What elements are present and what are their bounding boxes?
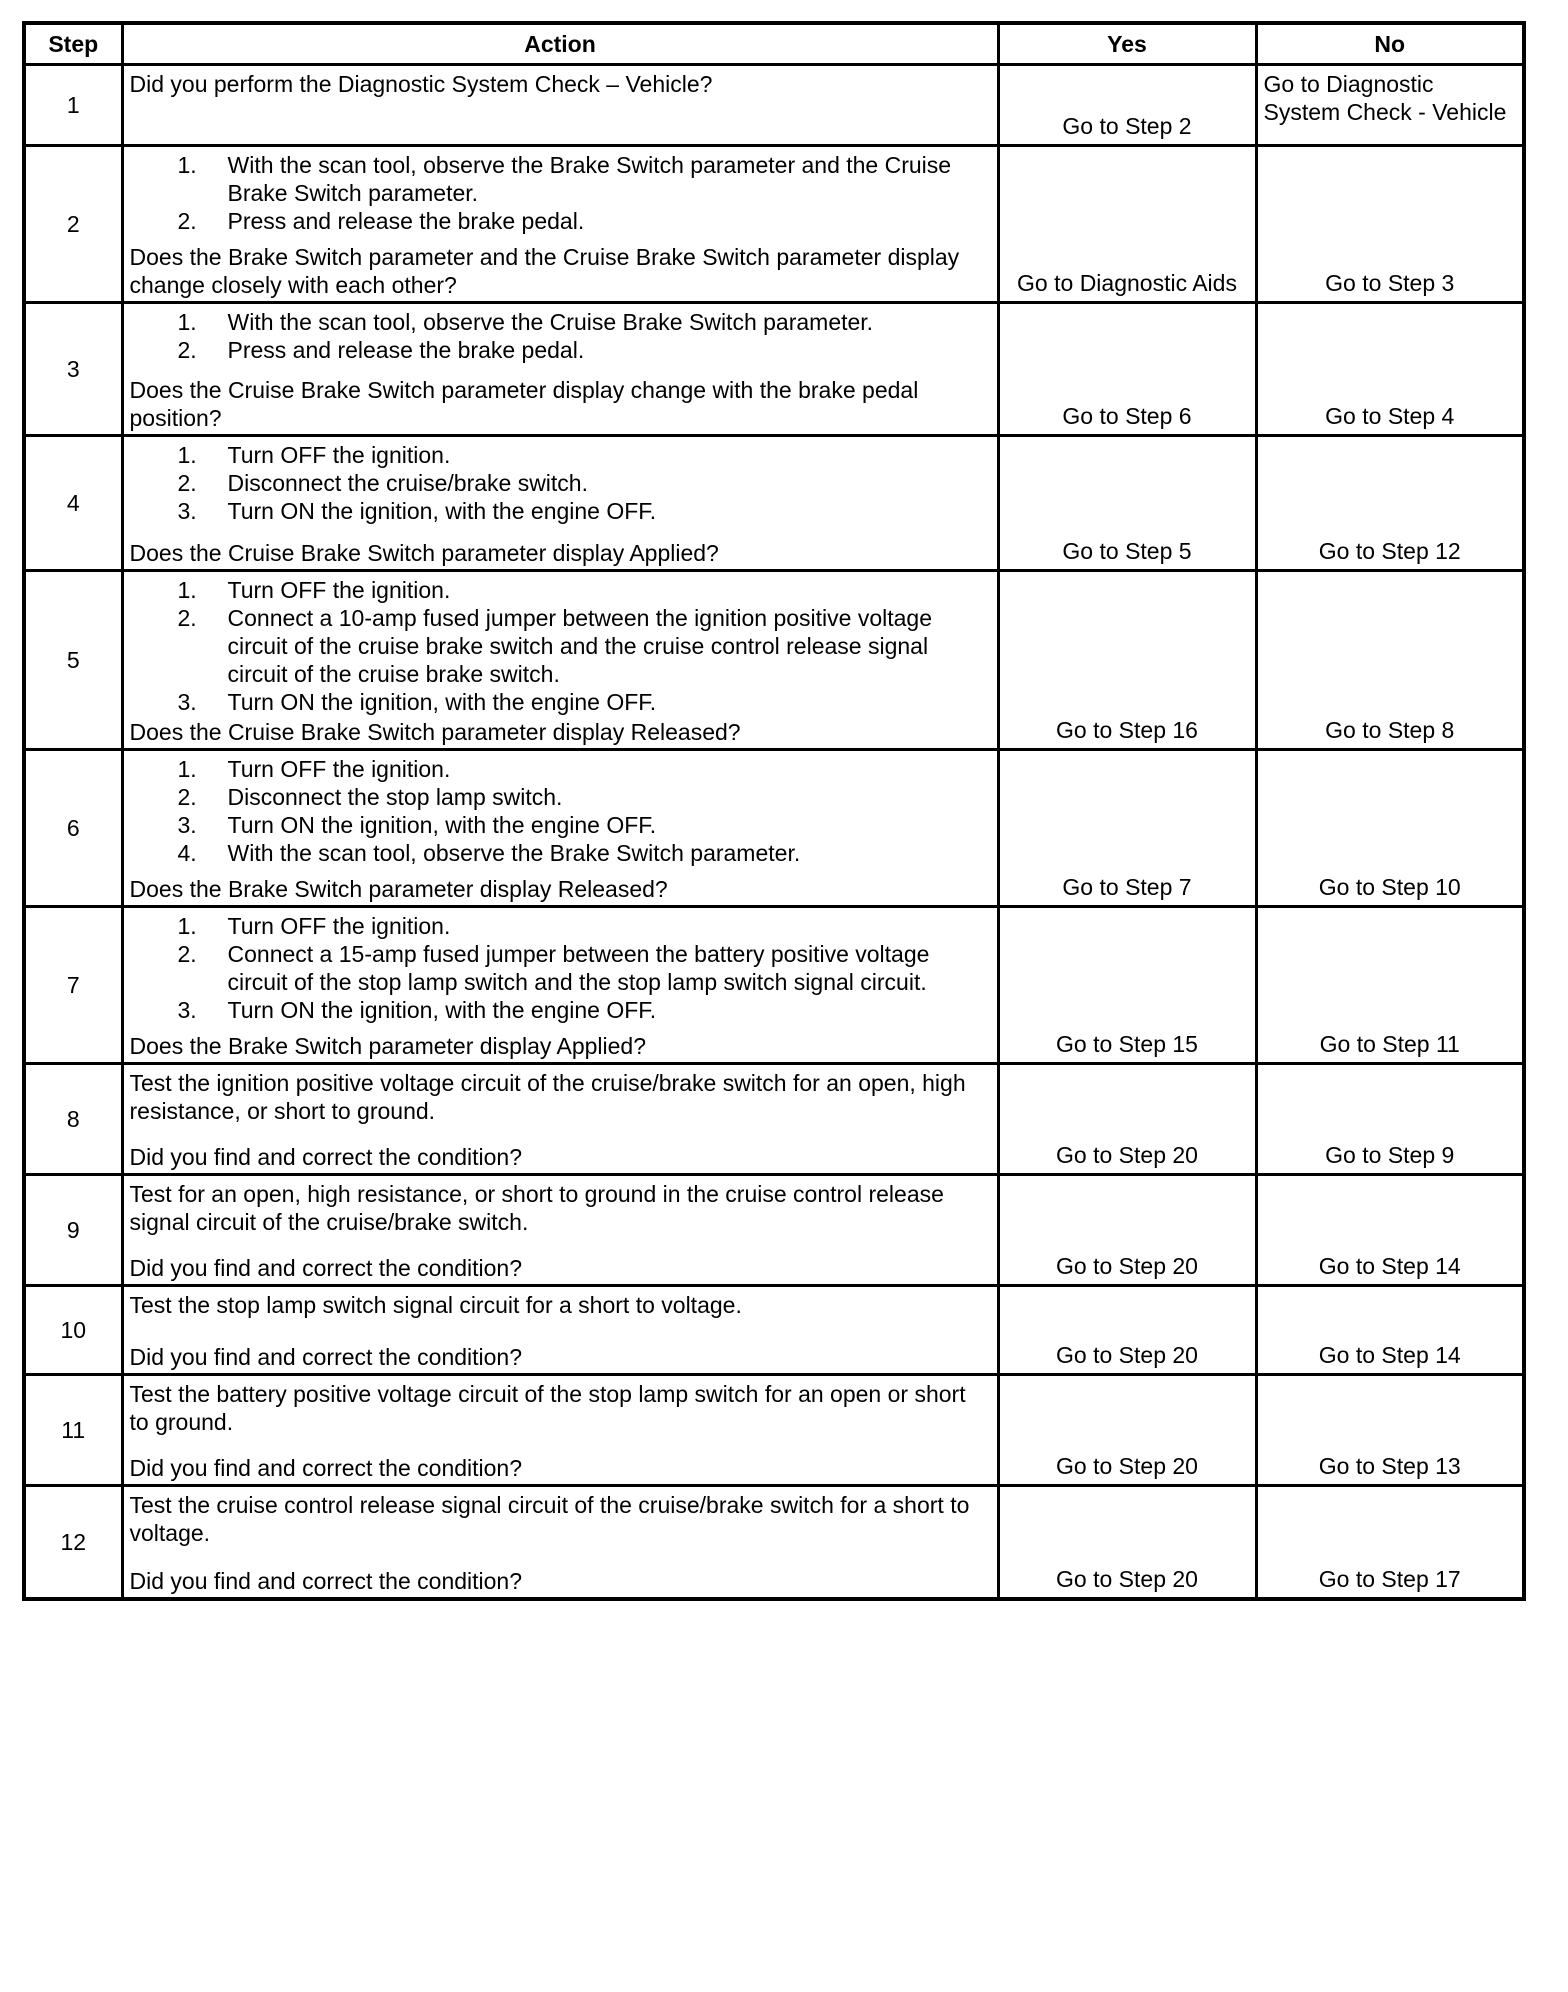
list-item-text: With the scan tool, observe the Brake Switch parameter.: [227, 840, 801, 866]
action-cell: [122, 750, 998, 907]
header-step: Step: [24, 23, 122, 65]
step-number: 12: [24, 1486, 122, 1600]
list-item-text: Turn OFF the ignition.: [227, 442, 451, 468]
action-question: Does the Brake Switch parameter display Applied?: [129, 1033, 647, 1059]
step-number: 7: [24, 907, 122, 1064]
table-row: [24, 303, 1524, 436]
no-result: Go to Step 4: [1256, 303, 1524, 436]
list-item: [130, 576, 991, 604]
action-top: [130, 1180, 991, 1236]
action-text: Test the cruise control release signal circuit of the cruise/brake switch for a short to voltage.: [129, 1492, 970, 1546]
list-item-text: Turn ON the ignition, with the engine OFF.: [227, 997, 657, 1023]
no-result: Go to Diagnostic System Check - Vehicle: [1256, 65, 1524, 146]
list-item: [130, 839, 991, 867]
list-item-text: Turn ON the ignition, with the engine OFF.: [227, 498, 657, 524]
header-row: [24, 23, 1524, 65]
step-number: 1: [24, 65, 122, 146]
list-item-number: 3.: [177, 498, 197, 524]
action-cell: [122, 1375, 998, 1486]
list-item-number: 1.: [177, 152, 197, 178]
action-content: [130, 1491, 991, 1595]
action-text: Test the ignition positive voltage circuit of the cruise/brake switch for an open, high resistance, or short to ground.: [129, 1070, 966, 1124]
list-item-number: 1.: [177, 577, 197, 603]
list-item: [130, 151, 991, 207]
action-cell: [122, 1064, 998, 1175]
list-item: [130, 207, 991, 235]
step-number: 8: [24, 1064, 122, 1175]
list-item: [130, 604, 991, 688]
action-top: [130, 308, 991, 364]
action-text: Did you perform the Diagnostic System Check – Vehicle?: [129, 71, 713, 97]
action-cell: [122, 907, 998, 1064]
list-item-text: Turn OFF the ignition.: [227, 913, 451, 939]
action-cell: [122, 1175, 998, 1286]
list-item: [130, 441, 991, 469]
list-item-number: 1.: [177, 442, 197, 468]
action-cell: [122, 571, 998, 750]
list-item-number: 2.: [177, 337, 197, 363]
yes-result: Go to Step 20: [998, 1175, 1256, 1286]
list-item-text: With the scan tool, observe the Cruise Brake Switch parameter.: [227, 309, 874, 335]
list-item-number: 2.: [177, 470, 197, 496]
step-number: 10: [24, 1286, 122, 1375]
list-item-text: Turn ON the ignition, with the engine OFF.: [227, 812, 657, 838]
list-item-number: 2.: [177, 605, 197, 631]
table-body: [24, 65, 1524, 1600]
list-item: [130, 469, 991, 497]
list-item-text: With the scan tool, observe the Brake Switch parameter and the Cruise Brake Switch parameter.: [227, 152, 952, 206]
list-item-text: Turn ON the ignition, with the engine OFF.: [227, 689, 657, 715]
yes-result: Go to Step 20: [998, 1375, 1256, 1486]
table-row: [24, 436, 1524, 571]
list-item-number: 2.: [177, 208, 197, 234]
yes-result: Go to Step 15: [998, 907, 1256, 1064]
yes-result: Go to Step 5: [998, 436, 1256, 571]
list-item: [130, 755, 991, 783]
action-steps-list: [130, 576, 991, 716]
action-content: [130, 912, 991, 1060]
no-result: Go to Step 3: [1256, 146, 1524, 303]
action-text: Test the stop lamp switch signal circuit for a short to voltage.: [129, 1292, 742, 1318]
yes-result: Go to Step 20: [998, 1064, 1256, 1175]
list-item-text: Turn OFF the ignition.: [227, 577, 451, 603]
action-question: Did you find and correct the condition?: [129, 1344, 523, 1370]
list-item-text: Press and release the brake pedal.: [227, 337, 585, 363]
action-cell: [122, 65, 998, 146]
action-content: [130, 1380, 991, 1482]
table-row: [24, 1175, 1524, 1286]
action-text: Test the battery positive voltage circuit of the stop lamp switch for an open or short to ground.: [129, 1381, 966, 1435]
action-content: [130, 1069, 991, 1171]
no-result: Go to Step 10: [1256, 750, 1524, 907]
step-number: 2: [24, 146, 122, 303]
action-top: [130, 912, 991, 1024]
action-content: [130, 1180, 991, 1282]
action-cell: [122, 1286, 998, 1375]
step-number: 9: [24, 1175, 122, 1286]
action-content: [130, 151, 991, 299]
action-question: Did you find and correct the condition?: [129, 1568, 523, 1594]
list-item-number: 2.: [177, 941, 197, 967]
action-top: [130, 1491, 991, 1547]
list-item: [130, 783, 991, 811]
no-result: Go to Step 8: [1256, 571, 1524, 750]
table-row: [24, 1064, 1524, 1175]
step-number: 3: [24, 303, 122, 436]
yes-result: Go to Step 16: [998, 571, 1256, 750]
yes-result: Go to Diagnostic Aids: [998, 146, 1256, 303]
list-item-number: 1.: [177, 309, 197, 335]
action-cell: [122, 1486, 998, 1600]
action-content: [130, 1291, 991, 1371]
step-number: 6: [24, 750, 122, 907]
list-item-number: 3.: [177, 997, 197, 1023]
action-cell: [122, 436, 998, 571]
no-result: Go to Step 14: [1256, 1175, 1524, 1286]
action-question: Does the Brake Switch parameter and the Cruise Brake Switch parameter display change closely with each other?: [129, 244, 960, 298]
action-content: [130, 308, 991, 432]
list-item-number: 3.: [177, 812, 197, 838]
no-result: Go to Step 12: [1256, 436, 1524, 571]
list-item: [130, 688, 991, 716]
action-cell: [122, 303, 998, 436]
action-content: [130, 70, 991, 142]
list-item: [130, 940, 991, 996]
action-steps-list: [130, 441, 991, 525]
action-top: [130, 151, 991, 235]
list-item: [130, 336, 991, 364]
action-content: [130, 441, 991, 567]
list-item-number: 2.: [177, 784, 197, 810]
table-row: [24, 146, 1524, 303]
action-text: Test for an open, high resistance, or short to ground in the cruise control release signal circuit of the cruise/brake switch.: [129, 1181, 944, 1235]
action-top: [130, 1069, 991, 1125]
list-item: [130, 912, 991, 940]
table-row: [24, 1375, 1524, 1486]
action-question: Does the Cruise Brake Switch parameter display change with the brake pedal position?: [129, 377, 919, 431]
list-item-text: Press and release the brake pedal.: [227, 208, 585, 234]
action-steps-list: [130, 912, 991, 1024]
table-row: [24, 571, 1524, 750]
action-steps-list: [130, 755, 991, 867]
diagnostic-table: [22, 21, 1526, 1601]
list-item-text: Connect a 10-amp fused jumper between the ignition positive voltage circuit of the cruise brake switch and the cruise control release signal circuit of the cruise brake switch.: [227, 605, 932, 687]
yes-result: Go to Step 6: [998, 303, 1256, 436]
list-item-number: 1.: [177, 913, 197, 939]
yes-result: Go to Step 2: [998, 65, 1256, 146]
action-question: Does the Cruise Brake Switch parameter display Released?: [129, 719, 741, 745]
action-top: [130, 576, 991, 716]
header-yes: Yes: [998, 23, 1256, 65]
action-top: [130, 755, 991, 867]
table-row: [24, 1486, 1524, 1600]
list-item: [130, 497, 991, 525]
table-row: [24, 65, 1524, 146]
action-question: Did you find and correct the condition?: [129, 1455, 523, 1481]
list-item-text: Disconnect the cruise/brake switch.: [227, 470, 588, 496]
action-question: Did you find and correct the condition?: [129, 1144, 523, 1170]
action-top: [130, 1380, 991, 1436]
action-top: [130, 1291, 991, 1319]
header-action: Action: [122, 23, 998, 65]
no-result: Go to Step 17: [1256, 1486, 1524, 1600]
table-row: [24, 907, 1524, 1064]
action-steps-list: [130, 151, 991, 235]
yes-result: Go to Step 20: [998, 1486, 1256, 1600]
action-steps-list: [130, 308, 991, 364]
list-item-text: Disconnect the stop lamp switch.: [227, 784, 563, 810]
no-result: Go to Step 11: [1256, 907, 1524, 1064]
action-top: [130, 441, 991, 525]
yes-result: Go to Step 20: [998, 1286, 1256, 1375]
step-number: 5: [24, 571, 122, 750]
header-no: No: [1256, 23, 1524, 65]
action-question: Does the Brake Switch parameter display Released?: [129, 876, 668, 902]
yes-result: Go to Step 7: [998, 750, 1256, 907]
list-item-number: 1.: [177, 756, 197, 782]
list-item-text: Connect a 15-amp fused jumper between the battery positive voltage circuit of the stop lamp switch and the stop lamp switch signal circuit.: [227, 941, 930, 995]
table-row: [24, 750, 1524, 907]
list-item-text: Turn OFF the ignition.: [227, 756, 451, 782]
action-content: [130, 576, 991, 746]
no-result: Go to Step 14: [1256, 1286, 1524, 1375]
action-content: [130, 755, 991, 903]
list-item: [130, 308, 991, 336]
action-question: Did you find and correct the condition?: [129, 1255, 523, 1281]
no-result: Go to Step 9: [1256, 1064, 1524, 1175]
action-top: [130, 70, 991, 98]
step-number: 11: [24, 1375, 122, 1486]
list-item: [130, 811, 991, 839]
action-cell: [122, 146, 998, 303]
list-item-number: 4.: [177, 840, 197, 866]
table-row: [24, 1286, 1524, 1375]
action-question: Does the Cruise Brake Switch parameter display Applied?: [129, 540, 719, 566]
list-item: [130, 996, 991, 1024]
step-number: 4: [24, 436, 122, 571]
list-item-number: 3.: [177, 689, 197, 715]
no-result: Go to Step 13: [1256, 1375, 1524, 1486]
